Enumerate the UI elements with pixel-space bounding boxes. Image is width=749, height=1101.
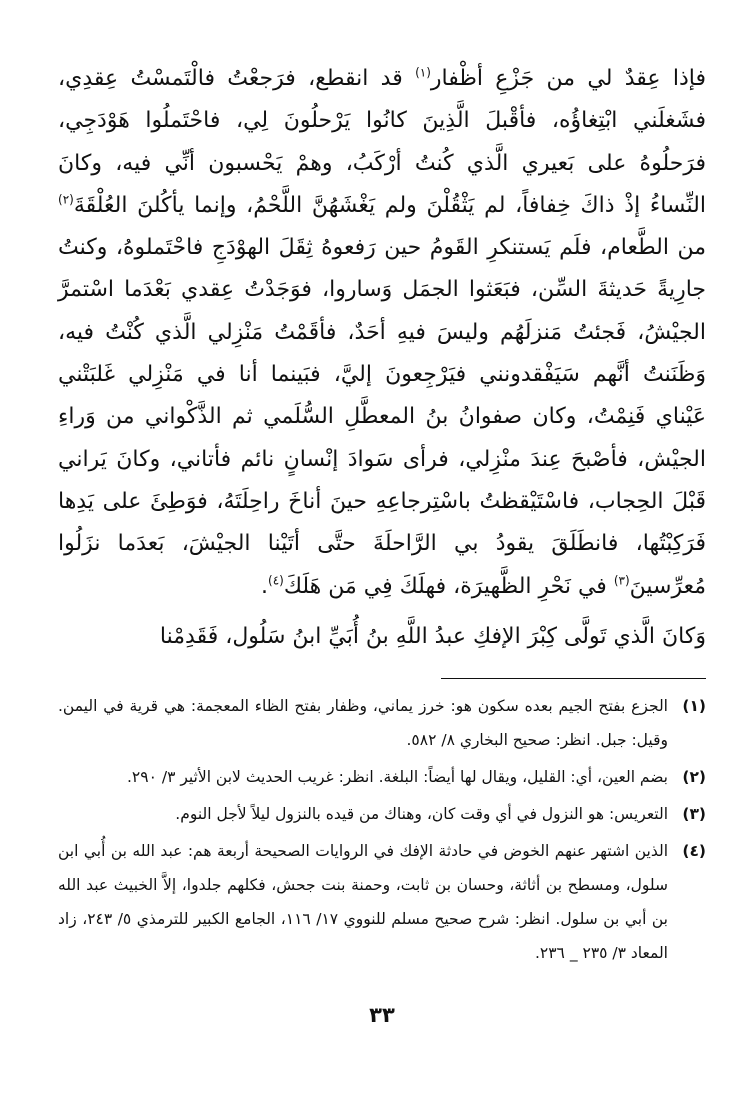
footnote-separator [441,678,706,679]
text-segment-4: في نَحْرِ الظَّهيرَة، فهلَكَ فِي مَن هَلَكَ [283,573,614,599]
footnote-number: (١) [682,696,706,715]
footnote-number: (٤) [682,841,706,860]
footnote-ref-4[interactable]: (٤) [268,573,284,588]
footnote-text: التعريس: هو النزول في أي وقت كان، وهناك من قيده بالنزول ليلاً لأجل النوم. [175,804,668,823]
footnote-text: بضم العين، أي: القليل، ويقال لها أيضاً: البلغة. انظر: غريب الحديث لابن الأثير ٣/ ٢٩٠. [126,767,668,786]
text-segment-2: قد انقطع، فرَجعْتُ فالْتَمسْتُ عِقدِي، فشَغلَني ابْتِغاؤُه، فأقْبلَ الَّذِينَ كانُوا يَرْحلُونَ لِي، فاحْتَملُوا هَوْدَجِي، فرَحلُوهُ على بَعيري الَّذي كُنتُ أرْكَبُ، وهمْ يَحْسبون أنِّي فيه، وكانَ النِّساءُ إذْ ذاكَ خِفافاً، لم يَثْقُلْنَ ولم يَغْشَهُنَّ اللَّحْمُ، وإنما يأكُلنَ العُلْقَةَ [58,66,706,218]
footnote-ref-1[interactable]: (١) [415,65,431,80]
footnote-4 [58,834,706,970]
continuation-line: وَكانَ الَّذي تَولَّى كِبْرَ الإفكِ عبدُ اللَّهِ بنُ أُبَيِّ ابنُ سَلُول، فَقَدِمْنا [159,623,706,649]
text-segment-1: فإذا عِقدٌ لي من جَزْعِ أظْفار [430,66,706,91]
footnote-3 [58,797,706,831]
footnote-text: الجزع بفتح الجيم بعده سكون هو: خرز يماني، وظفار بفتح الظاء المعجمة: هي قرية في اليمن. وقيل: جبل. انظر: صحيح البخاري ٨/ ٥٨٢. [58,696,668,749]
footnote-1 [58,689,706,757]
footnote-number: (٢) [682,767,706,786]
footnote-ref-2[interactable]: (٢) [58,192,74,207]
text-segment-5: . [261,573,269,599]
footnote-text: الذين اشتهر عنهم الخوض في حادثة الإفك في الروايات الصحيحة أربعة هم: عبد الله بن أُبي ابن سلول، ومسطح بن أثاثة، وحسان بن ثابت، وحمنة بنت جحش، فكلهم جلدوا، إلاَّ الخبيث عبد الله بن أبي بن سلول. انظر: شرح صحيح مسلم للنووي ١٧/ ١١٦، الجامع الكبير للترمذي ٥/ ٢٤٣، زاد المعاد ٣/ ٢٣٥ _ ٢٣٦. [58,841,668,962]
page-number: ٣٣ [369,1003,395,1027]
book-page [58,58,706,1058]
text-segment-3: من الطَّعام، فلَم يَستنكرِ القَومُ حين رَفعوهُ ثِقَلَ الهوْدَجِ فاحْتَملوهُ، وكنتُ جارِيةً حَديثةَ السِّن، فبَعَثوا الجمَل وَساروا، فوَجَدْتُ عِقدي بَعْدَما اسْتمرَّ الجيْشُ، فَجئتُ مَنزلَهُم وليسَ فيهِ أحَدٌ، فأقَمْتُ مَنْزِلي الَّذي كُنْتُ فيه، وَظَنَنتُ أنَّهم سَيَفْقدونني فيَرْجِعونَ إليَّ، فبَينما أنا في مَنْزِلي غَلبَتْني عَيْناي فَنِمْتُ، وكان صفوانُ بنُ المعطَّلِ السُّلَمي ثم الذَّكْواني من وَراءِ الجيْش، فأصْبحَ عِندَ منْزِلي، فرأى سَوادَ إنْسانٍ نائم فأتاني، وكانَ يَراني قَبْلَ الحِجاب، فاسْتَيْقظتُ باسْتِرجاعِهِ حينَ أناخَ راحِلَتَهُ، فوَطِئَ على يَدِها فَرَكِبْتُها، فانطَلَقَ يقودُ بي الرَّاحلَةَ حتَّى أتَيْنا الجيْشَ، بَعدَما نزَلُوا مُعرِّسينَ [58,235,706,599]
footnote-number: (٣) [682,804,706,823]
footnote-ref-3[interactable]: (٣) [613,573,630,588]
footnotes-list [58,689,706,970]
main-paragraph [58,58,706,608]
footnote-2 [58,760,706,794]
